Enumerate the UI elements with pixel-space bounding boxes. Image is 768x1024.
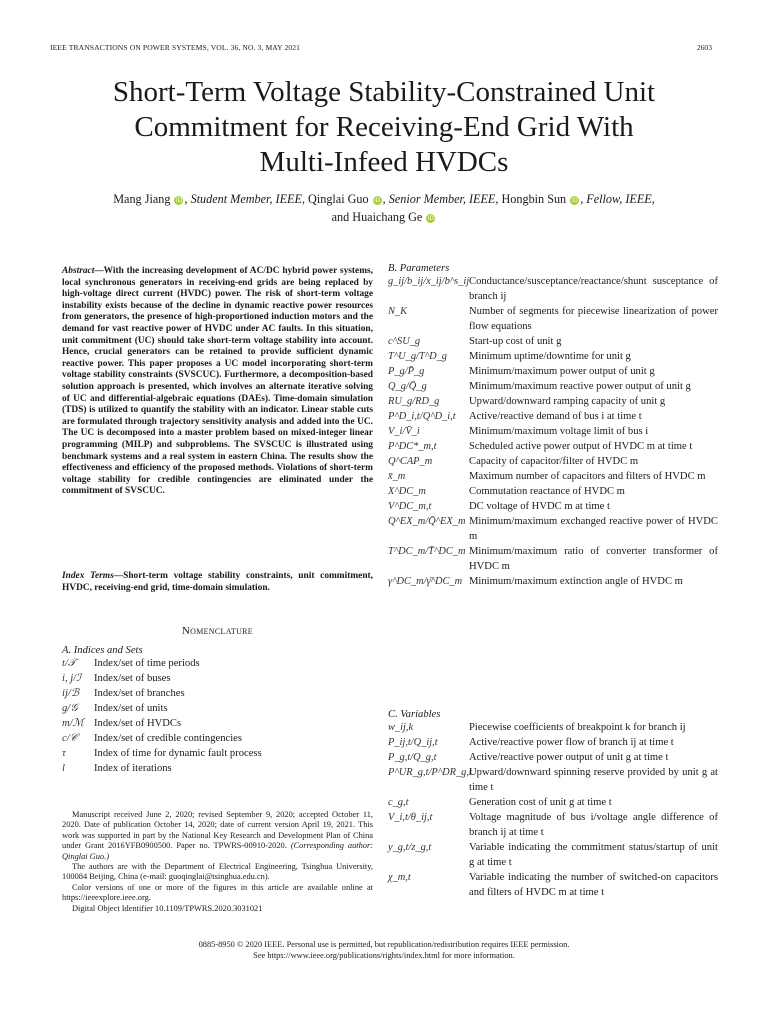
indices-section [62, 645, 373, 776]
nomenclature-row [62, 761, 373, 776]
running-head: IEEE TRANSACTIONS ON POWER SYSTEMS, VOL. 36, NO. 3, MAY 2021 [50, 43, 301, 52]
nomenclature-row [388, 750, 718, 765]
indices-list [62, 656, 373, 776]
nomenclature-symbol: T^DC_m/T̄^DC_m [388, 546, 466, 557]
nomenclature-row [388, 364, 718, 379]
copyright-line-1: 0885-8950 © 2020 IEEE. Personal use is permitted, but republication/redistribution requires IEEE permission. [198, 940, 570, 949]
nomenclature-symbol: RU_g/RD_g [388, 396, 440, 407]
nomenclature-row [388, 499, 718, 514]
nomenclature-row [388, 795, 718, 810]
nomenclature-row [388, 394, 718, 409]
nomenclature-description: Number of segments for piecewise linearization of power flow equations [469, 306, 718, 332]
nomenclature-row [388, 469, 718, 484]
nomenclature-description: Index/set of branches [94, 688, 185, 699]
nomenclature-description: Active/reactive power output of unit g at time t [469, 752, 669, 763]
nomenclature-row [388, 735, 718, 750]
nomenclature-description: Index/set of buses [94, 673, 171, 684]
nomenclature-symbol: X^DC_m [388, 486, 426, 497]
nomenclature-row [62, 671, 373, 686]
nomenclature-symbol: P^DC*_m,t [388, 441, 437, 452]
variables-list [388, 720, 718, 900]
author-role: Student Member, IEEE [190, 192, 302, 206]
parameters-list [388, 274, 718, 589]
nomenclature-symbol: V^DC_m,t [388, 501, 432, 512]
nomenclature-description: Minimum/maximum power output of unit g [469, 366, 655, 377]
title-line-2: Commitment for Receiving-End Grid With [134, 111, 634, 143]
nomenclature-description: Start-up cost of unit g [469, 336, 562, 347]
corresponding-author: (Corresponding author: Qinglai Guo.) [62, 841, 374, 861]
nomenclature-row [388, 484, 718, 499]
parameters-section [388, 263, 718, 589]
abstract-text: —With the increasing development of AC/DC hybrid power systems, local synchronous generators in receiving-end grids are being replaced by high-voltage direct current (HVDC) power. The risk of short-term voltage instability exists because of the decline in dynamic reactive power resources from generators, the presence of high-proportioned induction motors and the demand for vast reactive power of HVDC under AC faults. In this situation, unit commitment (UC) should take short-term voltage stability into account. Hence, crucial generators can be retained to provide sufficient dynamic reactive power. This paper proposes a UC model incorporating short-term voltage stability constraints (SVSCUC). Furthermore, a decomposition-based solution approach is presented, which involves an alternate iterative solving of UC and differential-algebraic equations (DAEs). Time-domain simulation (TDS) is utilized to quantify the stability with an indicator. Linear stable cuts are formulated through trajectory sensitivity analysis and added into the UC. The UC is decomposed into a master problem based on mixed-integer linear programming (MILP) and subproblems. The SVSCUC is illustrated using benchmark systems and a real system in eastern China. The results show the effectiveness and efficiency of the proposed methods. Violations of short-term voltage stability for credible contingencies are eliminated under the commitment of SVSCUC. [62, 266, 373, 497]
nomenclature-symbol: τ [62, 748, 66, 759]
nomenclature-heading: Nomenclature [182, 625, 253, 637]
nomenclature-symbol: P_g/P̄_g [388, 366, 425, 377]
nomenclature-description: Maximum number of capacitors and filters of HVDC m [469, 471, 706, 482]
author-name: Hongbin Sun [501, 192, 567, 206]
nomenclature-row [388, 424, 718, 439]
nomenclature-row [388, 574, 718, 589]
nomenclature-symbol: y_g,t/z_g,t [388, 842, 432, 853]
nomenclature-description: Voltage magnitude of bus i/voltage angle difference of branch ij at time t [469, 812, 718, 838]
nomenclature-description: Piecewise coefficients of breakpoint k for branch ij [469, 722, 686, 733]
nomenclature-description: Minimum uptime/downtime for unit g [469, 351, 631, 362]
nomenclature-symbol: l [62, 763, 65, 774]
abstract-label: Abstract [62, 266, 95, 276]
footnote-received: Manuscript received June 2, 2020; revised September 9, 2020; accepted October 11, 2020. Date of publication October 14, 2020; date of current version April 19, 2021. This work was supported in part by the National Key Research and Development Plan of China under Grant 2016YFB0900500. Paper no. TPWRS-00910-2020. (Corresponding author: Qinglai Guo.) [62, 810, 374, 861]
nomenclature-description: Index of time for dynamic fault process [94, 748, 262, 759]
nomenclature-description: Index/set of credible contingencies [94, 733, 242, 744]
variables-section [388, 709, 718, 900]
nomenclature-row [388, 870, 718, 900]
nomenclature-description: Index of iterations [94, 763, 172, 774]
nomenclature-symbol: m/ℳ [62, 718, 84, 729]
nomenclature-symbol: g/𝒢 [62, 703, 78, 714]
copyright-line-2: See https://www.ieee.org/publications/rights/index.html for more information. [253, 951, 515, 960]
nomenclature-description: Minimum/maximum exchanged reactive power of HVDC m [469, 516, 718, 542]
orcid-icon[interactable]: iD [427, 215, 435, 222]
nomenclature-description: Scheduled active power output of HVDC m at time t [469, 441, 693, 452]
nomenclature-symbol: P^UR_g,t/P^DR_g,t [388, 767, 472, 778]
nomenclature-row [62, 656, 373, 671]
nomenclature-description: Upward/downward ramping capacity of unit g [469, 396, 666, 407]
nomenclature-row [388, 334, 718, 349]
nomenclature-row [62, 716, 373, 731]
nomenclature-symbol: c_g,t [388, 797, 409, 808]
copyright-notice [40, 939, 728, 961]
index-terms [62, 571, 373, 594]
nomenclature-description: Minimum/maximum extinction angle of HVDC m [469, 576, 683, 587]
orcid-icon[interactable]: iD [571, 197, 578, 204]
nomenclature-description: Minimum/maximum ratio of converter transformer of HVDC m [469, 546, 718, 572]
nomenclature-symbol: Q_g/Q̄_g [388, 381, 427, 392]
nomenclature-row [62, 686, 373, 701]
nomenclature-description: Variable indicating the commitment status/startup of unit g at time t [469, 842, 718, 868]
nomenclature-symbol: c/𝒞 [62, 733, 78, 744]
author-name: Mang Jiang [113, 192, 171, 206]
nomenclature-row [388, 514, 718, 544]
author-conjunction: and [331, 210, 350, 224]
nomenclature-row [62, 746, 373, 761]
paper-title [40, 75, 728, 180]
nomenclature-row [388, 304, 718, 334]
parameters-heading: B. Parameters [388, 263, 450, 274]
nomenclature-symbol: g_ij/b_ij/x_ij/b^s_ij [388, 276, 470, 287]
orcid-icon[interactable]: iD [374, 197, 381, 204]
nomenclature-row [388, 454, 718, 469]
abstract [62, 266, 373, 498]
nomenclature-row [388, 439, 718, 454]
nomenclature-description: Active/reactive demand of bus i at time t [469, 411, 642, 422]
nomenclature-description: Capacity of capacitor/filter of HVDC m [469, 456, 639, 467]
author-role: Senior Member, IEEE [388, 192, 496, 206]
title-line-1: Short-Term Voltage Stability-Constrained Unit [112, 76, 656, 108]
nomenclature-symbol: P_g,t/Q_g,t [388, 752, 437, 763]
nomenclature-description: Variable indicating the number of switched-on capacitors and filters of HVDC m at time t [469, 872, 718, 898]
nomenclature-row [388, 379, 718, 394]
nomenclature-description: Minimum/maximum voltage limit of bus i [469, 426, 649, 437]
footnotes [62, 810, 373, 914]
index-terms-text: —Short-term voltage stability constraints, unit commitment, HVDC, receiving-end grid, time-domain simulation. [62, 571, 373, 593]
nomenclature-row [62, 731, 373, 746]
nomenclature-symbol: Q^CAP_m [388, 456, 433, 467]
nomenclature-description: Minimum/maximum reactive power output of unit g [469, 381, 691, 392]
nomenclature-symbol: c^SU_g [388, 336, 421, 347]
nomenclature-symbol: N_K [388, 306, 408, 317]
nomenclature-symbol: T^U_g/T^D_g [388, 351, 448, 362]
nomenclature-description: Conductance/susceptance/reactance/shunt susceptance of branch ij [469, 276, 718, 302]
title-line-3: Multi-Infeed HVDCs [259, 146, 509, 178]
nomenclature-symbol: P_ij,t/Q_ij,t [388, 737, 438, 748]
variables-heading: C. Variables [388, 709, 441, 720]
nomenclature-symbol: Q^EX_m/Q̄^EX_m [388, 516, 466, 527]
nomenclature-symbol: P^D_i,t/Q^D_i,t [388, 411, 456, 422]
page-number: 2603 [696, 43, 712, 52]
nomenclature-symbol: i, j/ℐ [62, 673, 82, 684]
nomenclature-row [388, 840, 718, 870]
nomenclature-row [388, 349, 718, 364]
nomenclature-symbol: V_i,t/θ_ij,t [388, 812, 433, 823]
index-terms-label: Index Terms [62, 571, 114, 581]
nomenclature-symbol: t/𝒯 [62, 658, 77, 669]
nomenclature-row [388, 720, 718, 735]
nomenclature-row [62, 701, 373, 716]
nomenclature-symbol: χ_m,t [388, 872, 411, 883]
nomenclature-description: DC voltage of HVDC m at time t [469, 501, 610, 512]
nomenclature-symbol: V_i/V̄_i [388, 426, 420, 437]
nomenclature-description: Active/reactive power flow of branch ij at time t [469, 737, 674, 748]
author-name: Huaichang Ge [352, 210, 423, 224]
orcid-icon[interactable]: iD [175, 197, 183, 204]
nomenclature-row [388, 274, 718, 304]
nomenclature-description: Upward/downward spinning reserve provided by unit g at time t [469, 767, 718, 793]
nomenclature-description: Generation cost of unit g at time t [469, 797, 612, 808]
nomenclature-symbol: γ^DC_m/γ̄^DC_m [388, 576, 463, 587]
nomenclature-description: Index/set of time periods [94, 658, 200, 669]
nomenclature-symbol: x̄_m [388, 471, 406, 482]
author-role: Fellow, IEEE [586, 192, 652, 206]
nomenclature-description: Index/set of units [94, 703, 168, 714]
indices-heading: A. Indices and Sets [62, 645, 143, 656]
nomenclature-row [388, 810, 718, 840]
author-list: Mang Jiang iD , Student Member, IEEE, Qinglai Guo iD , Senior Member, IEEE, Hongbin Sun iD , Fellow, IEEE, and Huaichang Ge iD [113, 192, 655, 224]
footnote-affiliation: The authors are with the Department of Electrical Engineering, Tsinghua University, 100084 Beijing, China (e-mail: guoqinglai@tsinghua.edu.cn). [62, 862, 373, 882]
nomenclature-symbol: ij/ℬ [62, 688, 80, 699]
nomenclature-description: Commutation reactance of HVDC m [469, 486, 625, 497]
nomenclature-description: Index/set of HVDCs [94, 718, 182, 729]
nomenclature-symbol: w_ij,k [388, 722, 414, 733]
nomenclature-row [388, 765, 718, 795]
footnote-color-versions: Color versions of one or more of the figures in this article are available online at https://ieeexplore.ieee.org. [62, 882, 373, 903]
author-name: Qinglai Guo [308, 192, 369, 206]
nomenclature-row [388, 544, 718, 574]
footnote-doi: Digital Object Identifier 10.1109/TPWRS.2020.3031021 [72, 903, 263, 913]
nomenclature-row [388, 409, 718, 424]
